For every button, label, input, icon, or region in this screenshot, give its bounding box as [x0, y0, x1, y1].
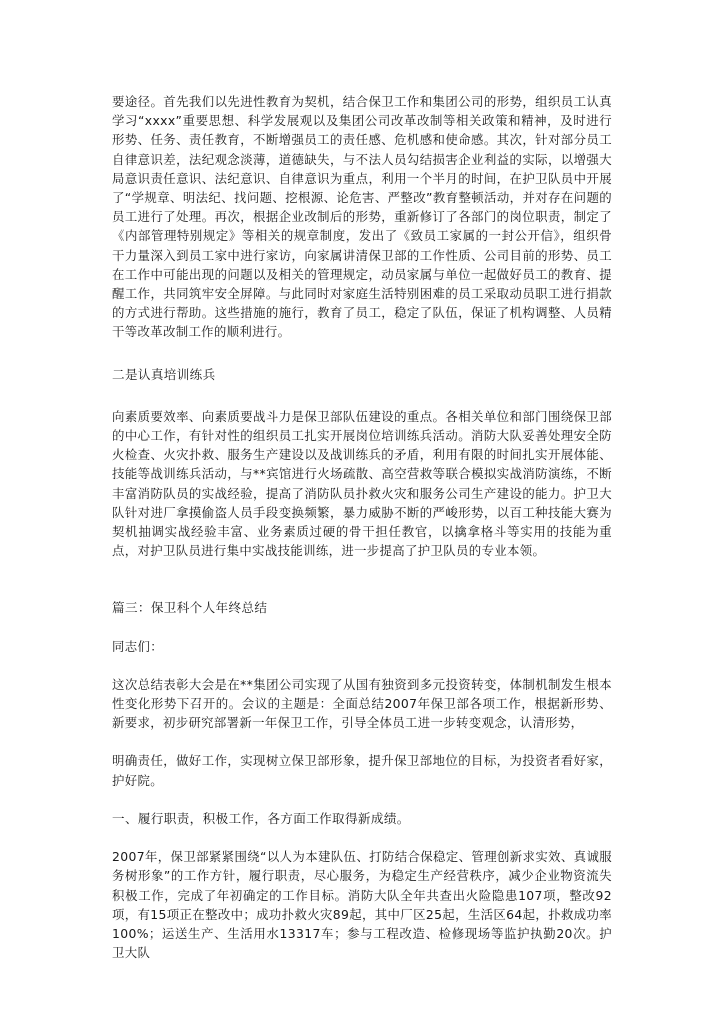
paragraph: 这次总结表彰大会是在**集团公司实现了从国有独资到多元投资转变，体制机制发生根本性变化形势下召开的。会议的主题是：全面总结2007年保卫部各项工作，根据新形势、新要求，初步研究部署新一年保卫工作，引导全体员工进一步转变观念，认清形势，	[112, 676, 612, 731]
article-title: 篇三：保卫科个人年终总结	[112, 600, 268, 616]
paragraph: 明确责任，做好工作，实现树立保卫部形象，提升保卫部地位的目标，为投资者看好家，护好院。	[112, 753, 612, 788]
paragraph: 2007年，保卫部紧紧围绕“以人为本建队伍、打防结合保稳定、管理创新求实效、真诚服务树形象”的工作方针，履行职责，尽心服务，为稳定生产经营秩序，减少企业物资流失积极工作，完成了年初确定的工作目标。消防大队全年共查出火险隐患107项，整改92项，有15项正在整改中；成功扑救火灾89起，其中厂区25起，生活区64起，扑救成功率100%；运送生产、生活用水13317车；参与工程改造、检修现场等监护执勤20次。护卫大队	[112, 849, 612, 961]
section-heading: 一、履行职责，积极工作，各方面工作取得新成绩。	[112, 810, 410, 826]
section-heading: 二是认真培训练兵	[112, 366, 216, 382]
paragraph: 向素质要效率、向素质要战斗力是保卫部队伍建设的重点。各相关单位和部门围绕保卫部的中心工作，有针对性的组织员工扎实开展岗位培训练兵活动。消防大队妥善处理安全防火检查、火灾扑救、服务生产建设以及战训练兵的矛盾，利用有限的时间扎实开展体能、技能等战训练兵活动，与**宾馆进行火场疏散、高空营救等联合模拟实战消防演练，不断丰富消防队员的实战经验，提高了消防队员扑救火灾和服务公司生产建设的能力。护卫大队针对进厂拿摸偷盗人员手段变换频繁，暴力威胁不断的严峻形势，以百工种技能大赛为契机抽调实战经验丰富、业务素质过硬的骨干担任教官，以擒拿格斗等实用的技能为重点，对护卫队员进行集中实战技能训练，进一步提高了护卫队员的专业本领。	[112, 408, 612, 559]
document-page	[112, 92, 612, 962]
paragraph: 要途径。首先我们以先进性教育为契机，结合保卫工作和集团公司的形势，组织员工认真学习“xxxx”重要思想、科学发展观以及集团公司改革改制等相关政策和精神，及时进行形势、任务、责任教育，不断增强员工的责任感、危机感和使命感。其次，针对部分员工自律意识差，法纪观念淡薄，道德缺失，与不法人员勾结损害企业利益的实际，以增强大局意识责任意识、法纪意识、自律意识为重点，利用一个半月的时间，在护卫队员中开展了“学规章、明法纪、找问题、挖根源、论危害、严整改”教育整顿活动，并对存在问题的员工进行了处理。再次，根据企业改制后的形势，重新修订了各部门的岗位职责，制定了《内部管理特别规定》等相关的规章制度，发出了《致员工家属的一封公开信》，组织骨干力量深入到员工家中进行家访，向家属讲清保卫部的工作性质、公司目前的形势、员工在工作中可能出现的问题以及相关的管理规定，动员家属与单位一起做好员工的教育、提醒工作，共同筑牢安全屏障。与此同时对家庭生活特别困难的员工采取动员职工进行捐款的方式进行帮助。这些措施的施行，教育了员工，稳定了队伍，保证了机构调整、人员精干等改革改制工作的顺利进行。	[112, 94, 612, 340]
greeting: 同志们：	[112, 638, 163, 654]
